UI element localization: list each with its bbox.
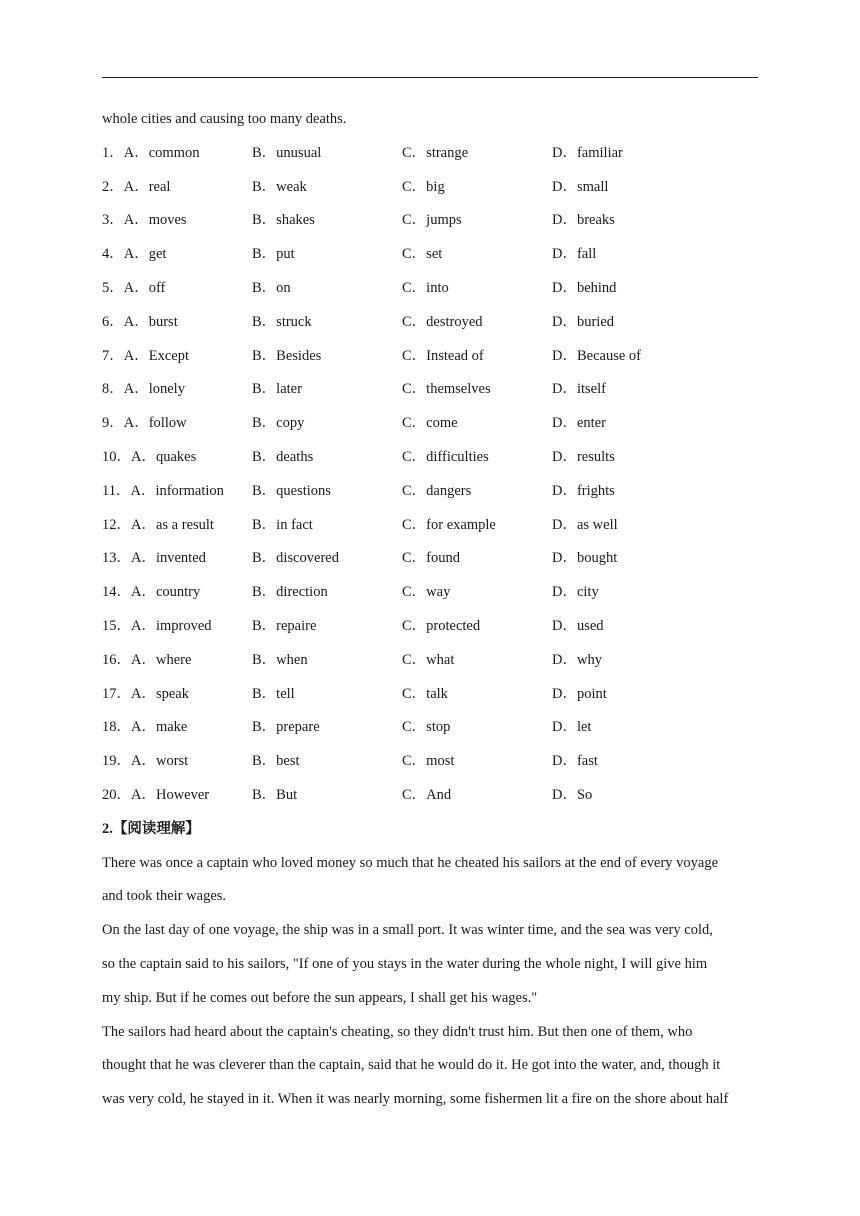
option-b-text: B．in fact bbox=[252, 516, 313, 533]
option-d-text: D．familiar bbox=[552, 144, 623, 161]
question-row bbox=[102, 509, 762, 543]
option-c bbox=[402, 576, 552, 610]
option-c bbox=[402, 610, 552, 644]
option-a-text: A．country bbox=[131, 584, 201, 601]
option-c bbox=[402, 509, 552, 543]
option-c bbox=[402, 407, 552, 441]
passage-line: so the captain said to his sailors, "If one of you stays in the water during the whole night, I will give him bbox=[102, 955, 708, 972]
question-row bbox=[102, 711, 762, 745]
option-b bbox=[252, 272, 402, 306]
option-b-text: B．tell bbox=[252, 685, 295, 702]
passage-line: was very cold, he stayed in it. When it was nearly morning, some fishermen lit a fire on the shore about half bbox=[102, 1091, 729, 1108]
question-number: 14． bbox=[102, 584, 131, 601]
question-number: 11． bbox=[102, 482, 131, 499]
option-b bbox=[252, 542, 402, 576]
option-b bbox=[252, 407, 402, 441]
question-row bbox=[102, 306, 762, 340]
option-b bbox=[252, 475, 402, 509]
option-a-text: A．make bbox=[131, 719, 188, 736]
question-number: 7． bbox=[102, 347, 124, 364]
option-b-text: B．best bbox=[252, 753, 300, 770]
option-c bbox=[402, 204, 552, 238]
option-d bbox=[552, 340, 702, 374]
question-row bbox=[102, 137, 762, 171]
passage-line: thought that he was cleverer than the captain, said that he would do it. He got into the water, and, though it bbox=[102, 1057, 721, 1074]
option-d-text: D．So bbox=[552, 786, 593, 803]
option-b bbox=[252, 610, 402, 644]
question-row bbox=[102, 272, 762, 306]
option-a bbox=[102, 306, 252, 340]
document-body bbox=[102, 103, 762, 1117]
passage-line: and took their wages. bbox=[102, 888, 227, 905]
option-c-text: C．strange bbox=[402, 144, 469, 161]
question-number: 5． bbox=[102, 279, 124, 296]
option-d-text: D．city bbox=[552, 584, 599, 601]
question-number: 6． bbox=[102, 313, 124, 330]
option-a bbox=[102, 340, 252, 374]
question-number: 10． bbox=[102, 448, 131, 465]
option-c-text: C．protected bbox=[402, 617, 481, 634]
option-b bbox=[252, 204, 402, 238]
option-c-text: C．set bbox=[402, 246, 443, 263]
option-a bbox=[102, 204, 252, 238]
question-number: 15． bbox=[102, 617, 131, 634]
option-b bbox=[252, 238, 402, 272]
option-d bbox=[552, 779, 702, 813]
option-d-text: D．used bbox=[552, 617, 604, 634]
passage-line: There was once a captain who loved money so much that he cheated his sailors at the end of every voyage bbox=[102, 854, 719, 871]
option-c bbox=[402, 779, 552, 813]
option-d bbox=[552, 171, 702, 205]
passage-line: The sailors had heard about the captain's cheating, so they didn't trust him. But then one of them, who bbox=[102, 1023, 693, 1040]
option-b bbox=[252, 441, 402, 475]
option-d bbox=[552, 441, 702, 475]
option-b bbox=[252, 373, 402, 407]
question-row bbox=[102, 644, 762, 678]
option-c bbox=[402, 745, 552, 779]
passage-line: On the last day of one voyage, the ship was in a small port. It was winter time, and the sea was very cold, bbox=[102, 922, 713, 939]
option-b-text: B．unusual bbox=[252, 144, 322, 161]
option-c bbox=[402, 238, 552, 272]
option-d bbox=[552, 407, 702, 441]
option-b-text: B．deaths bbox=[252, 448, 314, 465]
option-b-text: B．weak bbox=[252, 178, 307, 195]
option-d bbox=[552, 745, 702, 779]
option-c-text: C．found bbox=[402, 550, 460, 567]
option-c-text: C．big bbox=[402, 178, 445, 195]
option-d bbox=[552, 542, 702, 576]
option-d bbox=[552, 306, 702, 340]
option-a-text: A．information bbox=[130, 482, 224, 499]
option-a-text: A．improved bbox=[131, 617, 212, 634]
option-a bbox=[102, 238, 252, 272]
option-d-text: D．as well bbox=[552, 516, 618, 533]
option-d bbox=[552, 204, 702, 238]
question-row bbox=[102, 373, 762, 407]
option-a-text: A．lonely bbox=[123, 381, 185, 398]
question-row bbox=[102, 238, 762, 272]
option-a bbox=[102, 711, 252, 745]
option-a-text: A．speak bbox=[131, 685, 189, 702]
option-a bbox=[102, 441, 252, 475]
option-a-text: A．worst bbox=[131, 753, 189, 770]
option-b bbox=[252, 137, 402, 171]
option-b bbox=[252, 745, 402, 779]
question-row bbox=[102, 779, 762, 813]
question-row bbox=[102, 610, 762, 644]
option-a bbox=[102, 171, 252, 205]
option-a-text: A．quakes bbox=[131, 448, 197, 465]
question-number: 18． bbox=[102, 719, 131, 736]
option-a bbox=[102, 272, 252, 306]
header-rule bbox=[102, 77, 758, 78]
option-d bbox=[552, 711, 702, 745]
option-b-text: B．questions bbox=[252, 482, 331, 499]
option-c bbox=[402, 441, 552, 475]
option-a-text: A．Except bbox=[123, 347, 189, 364]
option-d bbox=[552, 238, 702, 272]
question-row bbox=[102, 340, 762, 374]
option-b-text: B．shakes bbox=[252, 212, 315, 229]
option-a-text: A．get bbox=[123, 246, 167, 263]
question-list bbox=[102, 137, 762, 813]
option-c bbox=[402, 272, 552, 306]
option-d-text: D．small bbox=[552, 178, 609, 195]
option-b bbox=[252, 171, 402, 205]
option-c bbox=[402, 542, 552, 576]
question-row bbox=[102, 678, 762, 712]
option-d bbox=[552, 373, 702, 407]
option-d-text: D．itself bbox=[552, 381, 606, 398]
option-c-text: C．jumps bbox=[402, 212, 462, 229]
option-a bbox=[102, 475, 252, 509]
option-d bbox=[552, 610, 702, 644]
option-d-text: D．breaks bbox=[552, 212, 615, 229]
option-b-text: B．struck bbox=[252, 313, 312, 330]
option-a bbox=[102, 576, 252, 610]
question-row bbox=[102, 171, 762, 205]
option-d-text: D．results bbox=[552, 448, 615, 465]
option-c bbox=[402, 137, 552, 171]
option-a-text: A．moves bbox=[123, 212, 187, 229]
option-a bbox=[102, 779, 252, 813]
option-c bbox=[402, 678, 552, 712]
option-b bbox=[252, 678, 402, 712]
option-c-text: C．way bbox=[402, 584, 451, 601]
option-a bbox=[102, 542, 252, 576]
option-a bbox=[102, 610, 252, 644]
option-b bbox=[252, 779, 402, 813]
option-a bbox=[102, 373, 252, 407]
option-d-text: D．enter bbox=[552, 415, 606, 432]
option-c bbox=[402, 171, 552, 205]
option-d-text: D．why bbox=[552, 651, 602, 668]
question-number: 4． bbox=[102, 246, 124, 263]
option-a-text: A．burst bbox=[123, 313, 178, 330]
option-c-text: C．come bbox=[402, 415, 458, 432]
option-c bbox=[402, 306, 552, 340]
passage-line: my ship. But if he comes out before the sun appears, I shall get his wages." bbox=[102, 989, 538, 1006]
option-a-text: A．common bbox=[123, 144, 200, 161]
option-d-text: D．Because of bbox=[552, 347, 641, 364]
option-c-text: C．what bbox=[402, 651, 455, 668]
option-a bbox=[102, 509, 252, 543]
option-b-text: B．discovered bbox=[252, 550, 339, 567]
option-b bbox=[252, 644, 402, 678]
option-d bbox=[552, 272, 702, 306]
question-number: 19． bbox=[102, 753, 131, 770]
option-d bbox=[552, 475, 702, 509]
question-row bbox=[102, 576, 762, 610]
option-b bbox=[252, 576, 402, 610]
option-b-text: B．repaire bbox=[252, 617, 317, 634]
question-number: 20． bbox=[102, 786, 131, 803]
option-a-text: A．follow bbox=[123, 415, 187, 432]
option-a-text: A．where bbox=[131, 651, 192, 668]
option-b bbox=[252, 306, 402, 340]
option-c-text: C．difficulties bbox=[402, 448, 489, 465]
option-d-text: D．fall bbox=[552, 246, 597, 263]
continuation-line: whole cities and causing too many deaths. bbox=[102, 111, 347, 127]
option-c-text: C．into bbox=[402, 279, 449, 296]
option-b bbox=[252, 340, 402, 374]
option-d-text: D．buried bbox=[552, 313, 615, 330]
option-c-text: C．talk bbox=[402, 685, 448, 702]
option-b bbox=[252, 711, 402, 745]
option-b-text: B．later bbox=[252, 381, 302, 398]
option-d bbox=[552, 137, 702, 171]
option-b bbox=[252, 509, 402, 543]
option-c-text: C．destroyed bbox=[402, 313, 483, 330]
option-a-text: A．off bbox=[123, 279, 166, 296]
option-a-text: A．invented bbox=[131, 550, 206, 567]
option-a-text: A．as a result bbox=[131, 516, 214, 533]
option-b-text: B．put bbox=[252, 246, 295, 263]
option-b-text: B．But bbox=[252, 786, 298, 803]
option-c bbox=[402, 644, 552, 678]
question-number: 1． bbox=[102, 144, 124, 161]
option-a bbox=[102, 407, 252, 441]
option-b-text: B．on bbox=[252, 279, 291, 296]
option-a-text: A．real bbox=[123, 178, 171, 195]
question-number: 12． bbox=[102, 516, 131, 533]
option-d-text: D．let bbox=[552, 719, 592, 736]
option-d bbox=[552, 644, 702, 678]
option-c-text: C．stop bbox=[402, 719, 451, 736]
option-c-text: C．most bbox=[402, 753, 455, 770]
option-c bbox=[402, 373, 552, 407]
option-c-text: C．for example bbox=[402, 516, 496, 533]
option-b-text: B．when bbox=[252, 651, 308, 668]
option-d-text: D．point bbox=[552, 685, 607, 702]
option-c bbox=[402, 340, 552, 374]
option-c bbox=[402, 475, 552, 509]
option-a bbox=[102, 137, 252, 171]
question-number: 17． bbox=[102, 685, 131, 702]
question-row bbox=[102, 542, 762, 576]
option-a bbox=[102, 678, 252, 712]
question-number: 16． bbox=[102, 651, 131, 668]
option-c-text: C．themselves bbox=[402, 381, 491, 398]
option-d bbox=[552, 576, 702, 610]
option-c bbox=[402, 711, 552, 745]
option-d-text: D．frights bbox=[552, 482, 615, 499]
option-b-text: B．copy bbox=[252, 415, 305, 432]
option-d bbox=[552, 509, 702, 543]
question-row bbox=[102, 441, 762, 475]
option-a bbox=[102, 745, 252, 779]
option-d bbox=[552, 678, 702, 712]
option-a-text: A．However bbox=[131, 786, 210, 803]
section-heading: 2.【阅读理解】 bbox=[102, 820, 200, 837]
question-number: 3． bbox=[102, 212, 124, 229]
option-c-text: C．dangers bbox=[402, 482, 472, 499]
question-number: 2． bbox=[102, 178, 124, 195]
option-b-text: B．direction bbox=[252, 584, 328, 601]
option-d-text: D．fast bbox=[552, 753, 598, 770]
option-d-text: D．bought bbox=[552, 550, 618, 567]
question-row bbox=[102, 475, 762, 509]
question-number: 9． bbox=[102, 415, 124, 432]
option-c-text: C．Instead of bbox=[402, 347, 484, 364]
reading-passage bbox=[102, 847, 762, 1117]
question-row bbox=[102, 204, 762, 238]
question-number: 13． bbox=[102, 550, 131, 567]
question-number: 8． bbox=[102, 381, 124, 398]
option-b-text: B．prepare bbox=[252, 719, 320, 736]
option-b-text: B．Besides bbox=[252, 347, 322, 364]
option-a bbox=[102, 644, 252, 678]
option-d-text: D．behind bbox=[552, 279, 617, 296]
question-row bbox=[102, 745, 762, 779]
question-row bbox=[102, 407, 762, 441]
option-c-text: C．And bbox=[402, 786, 452, 803]
